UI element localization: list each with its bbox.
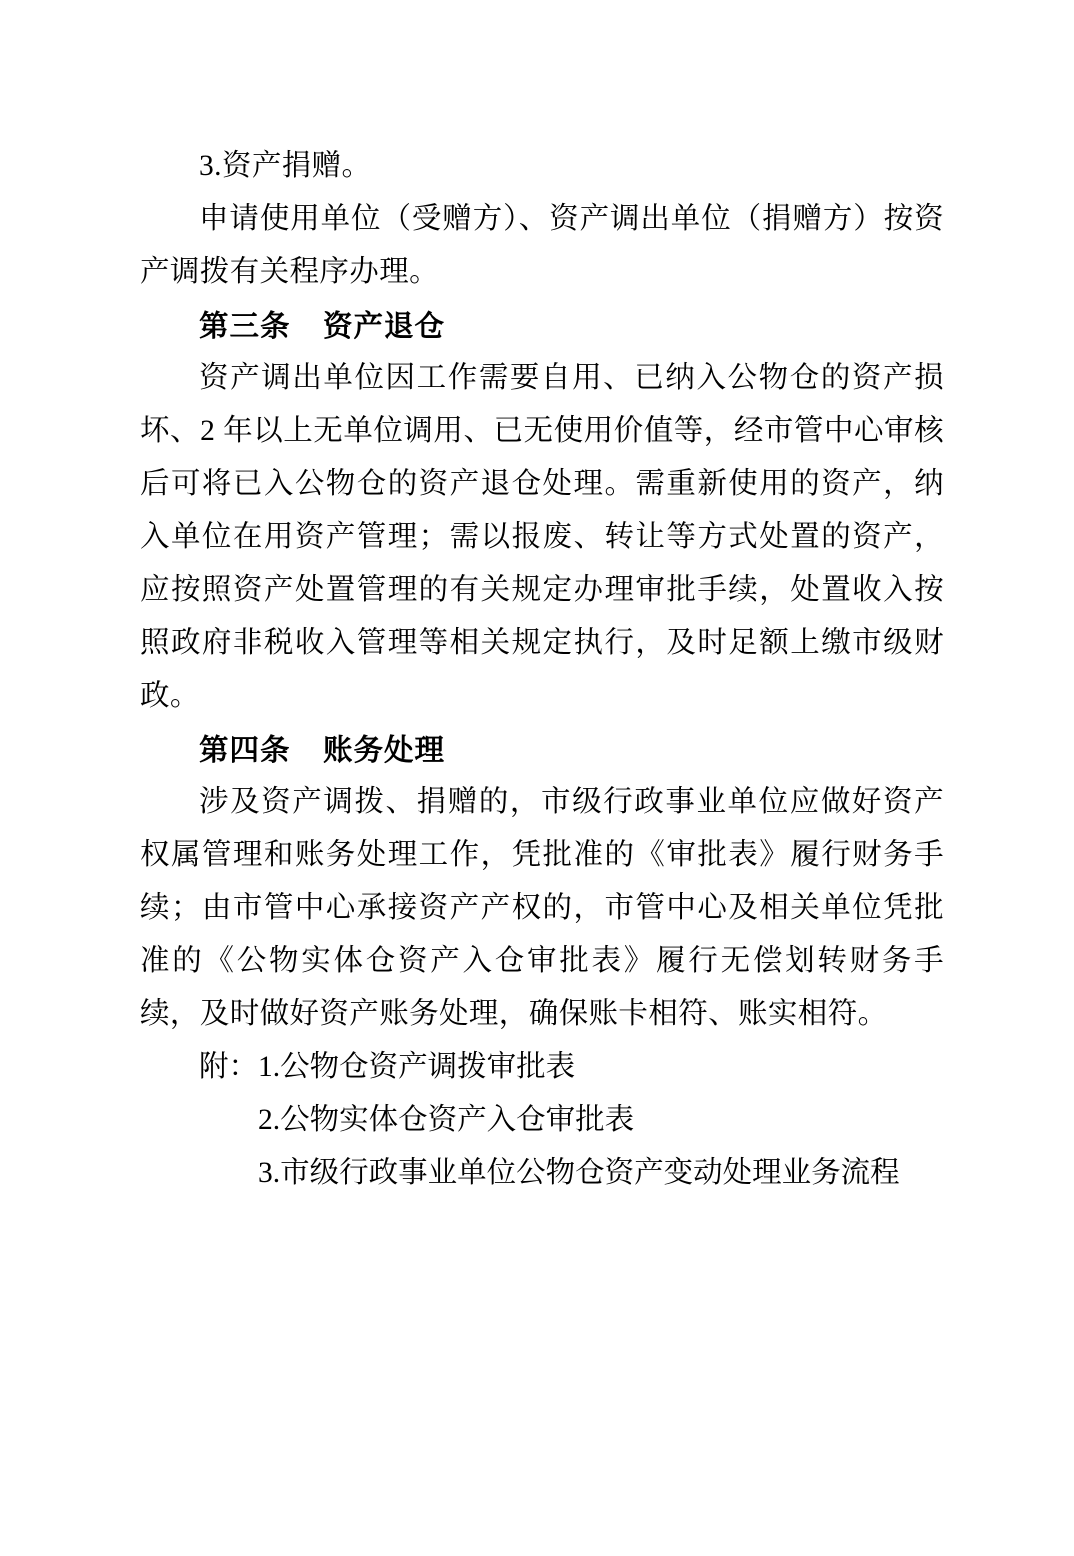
document-body (140, 140, 944, 1200)
attachment-line (140, 1041, 944, 1094)
article-4-number: 第四条 (199, 732, 291, 767)
attachment-line (140, 1147, 944, 1200)
article-3-body: 资产调出单位因工作需要自用、已纳入公物仓的资产损坏、2 年以上无单位调用、已无使用价值等，经市管中心审核后可将已入公物仓的资产退仓处理。需重新使用的资产，纳入单位在用资产管理；需以报废、转让等方式处置的资产，应按照资产处置管理的有关规定办理审批手续，处置收入按照政府非税收入管理等相关规定执行，及时足额上缴市级财政。 (140, 362, 944, 712)
attachments-label: 附： (199, 1051, 259, 1083)
attachment-item-2: 2.公物实体仓资产入仓审批表 (258, 1104, 635, 1136)
attachment-line (140, 1094, 944, 1147)
article-4-heading (140, 723, 944, 776)
article-3-title: 资产退仓 (322, 308, 445, 343)
article-3-heading (140, 299, 944, 352)
attachments-block (140, 1041, 944, 1200)
attachment-item-3: 3.市级行政事业单位公物仓资产变动处理业务流程 (258, 1157, 900, 1189)
paragraph-item-3-title: 3.资产捐赠。 (199, 150, 372, 182)
article-4-body: 涉及资产调拨、捐赠的，市级行政事业单位应做好资产权属管理和账务处理工作，凭批准的《审批表》履行财务手续；由市管中心承接资产产权的，市管中心及相关单位凭批准的《公物实体仓资产入仓审批表》履行无偿划转财务手续，及时做好资产账务处理，确保账卡相符、账实相符。 (140, 786, 944, 1030)
article-4-title: 账务处理 (322, 732, 445, 767)
article-3-number: 第三条 (199, 308, 291, 343)
paragraph-item-3-body: 申请使用单位（受赠方）、资产调出单位（捐赠方）按资产调拨有关程序办理。 (140, 203, 944, 288)
attachment-item-1: 1.公物仓资产调拨审批表 (258, 1051, 576, 1083)
